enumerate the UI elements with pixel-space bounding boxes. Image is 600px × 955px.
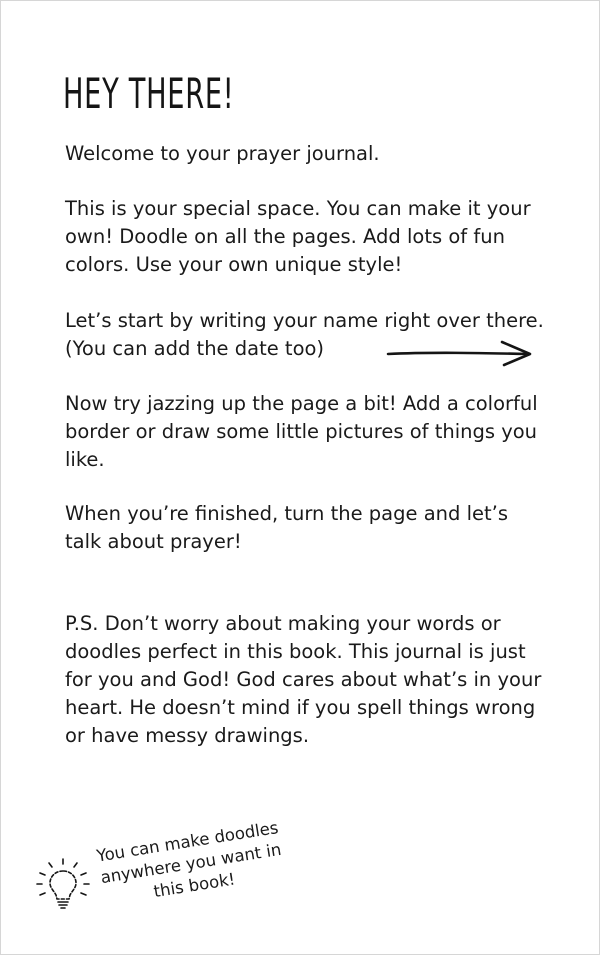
special-space-paragraph: This is your special space. You can make it your own! Doodle on all the pages. Add lots of fun colors. Use your own unique style! xyxy=(65,197,531,276)
doodle-tip xyxy=(31,818,301,933)
doodle-tip-text: You can make doodles anywhere you want in this book! xyxy=(95,818,283,902)
write-name-paragraph: Let’s start by writing your name right over there. (You can add the date too) xyxy=(65,309,544,360)
ps-paragraph: P.S. Don’t worry about making your words or doodles perfect in this book. This journal is just for you and God! God cares about what’s in your heart. He doesn’t mind if you spell things wrong or have messy drawings. xyxy=(65,612,542,747)
jazz-up-paragraph: Now try jazzing up the page a bit! Add a colorful border or draw some little pictures of things you like. xyxy=(65,392,538,471)
arrow-right-icon xyxy=(386,339,536,367)
finished-paragraph: When you’re finished, turn the page and let’s talk about prayer! xyxy=(65,502,508,553)
welcome-paragraph: Welcome to your prayer journal. xyxy=(65,142,380,165)
page-heading: HEY THERE! xyxy=(63,69,235,118)
